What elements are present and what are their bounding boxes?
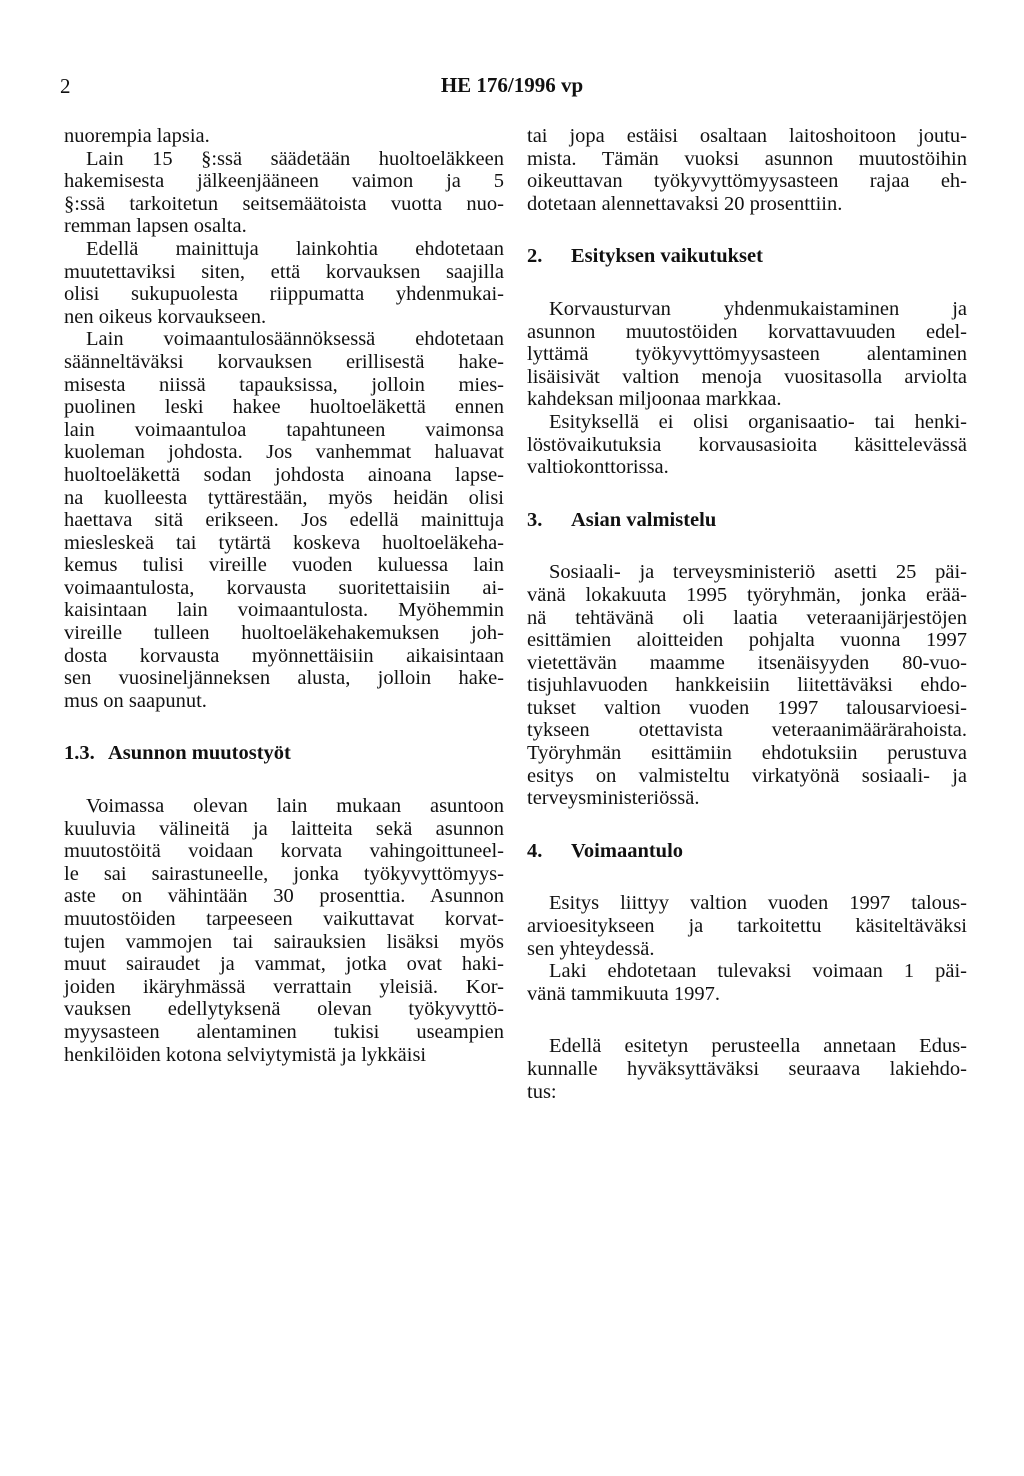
text-line: muut sairaudet ja vammat, jotka ovat haki- [64, 953, 504, 976]
left-column [64, 125, 504, 1066]
text-line: sen yhteydessä. [527, 937, 655, 960]
right-column [527, 125, 967, 1103]
text-line: muutettaviksi siten, että korvauksen saajilla [64, 260, 504, 283]
text-line: miesleskeä tai tytärtä koskeva huoltoeläkeha- [64, 531, 504, 554]
text-line: kahdeksan miljoonaa markkaa. [527, 388, 782, 411]
text-line: tai jopa estäisi osaltaan laitoshoitoon joutu- [527, 125, 967, 147]
text-line: aste on vähintään 30 prosenttia. Asunnon [64, 885, 504, 908]
text-line: na kuolleesta tyttärestään, myös heidän olisi [64, 486, 504, 509]
text-line: Laki ehdotetaan tulevaksi voimaan 1 päi- [549, 960, 967, 983]
text-line: tus: [527, 1080, 557, 1103]
text-line: tykseen otettavista veteraanimäärärahoista. [527, 719, 967, 742]
section-heading [527, 245, 967, 268]
section-number: 3. [527, 508, 543, 531]
text-line: kuuluvia välineitä ja laitteita sekä asunnon [64, 817, 504, 840]
section-title: Voimaantulo [571, 839, 684, 862]
text-line: joiden ikäryhmässä verrattain yleisiä. Kor- [64, 975, 504, 998]
text-line: kuoleman johdosta. Jos vanhemmat haluavat [64, 441, 504, 464]
text-line: voimaantulosta, korvausta suoritettaisiin ai- [64, 576, 504, 599]
text-line: tisjuhlavuoden hankkeisiin liitettäväksi ehdo- [527, 674, 967, 697]
page-number: 2 [60, 74, 71, 98]
text-line: Voimassa olevan lain mukaan asuntoon [86, 795, 504, 818]
paragraph [527, 960, 967, 1005]
paragraph [527, 411, 967, 479]
text-line: oikeuttavan työkyvyttömyysasteen rajaa eh- [527, 170, 967, 193]
section-number: 1.3. [64, 742, 95, 765]
section-heading [527, 840, 967, 863]
paragraph [527, 1035, 967, 1103]
text-line: olisi sukupuolesta riippumatta yhdenmukai- [64, 283, 504, 306]
text-line: Korvausturvan yhdenmukaistaminen ja [549, 297, 967, 320]
text-line: löstövaikutuksia korvausasioita käsittelevässä [527, 433, 967, 456]
text-line: arvioesitykseen ja tarkoitettu käsiteltäväksi [527, 915, 967, 938]
text-line: kaisintaan lain voimaantulosta. Myöhemmin [64, 599, 504, 622]
section-title: Esityksen vaikutukset [571, 245, 763, 268]
text-line: Työryhmän esittämiin ehdotuksiin perustuva [527, 742, 967, 765]
text-line: remman lapsen osalta. [64, 215, 247, 238]
paragraph [64, 125, 504, 148]
section-title: Asunnon muutostyöt [108, 742, 291, 765]
text-line: esitys on valmisteltu virkatyönä sosiaali- ja [527, 764, 967, 787]
text-line: kemus tulisi vireille vuoden kuluessa lain [64, 554, 504, 577]
text-line: misesta niissä tapauksissa, jolloin mies- [64, 373, 504, 396]
text-line: dosta korvausta myönnettäisiin aikaisintaan [64, 644, 504, 667]
text-line: mista. Tämän vuoksi asunnon muutostöihin [527, 147, 967, 170]
text-line: vireille tulleen huoltoeläkehakemuksen joh- [64, 622, 504, 645]
section-number: 2. [527, 245, 543, 268]
text-line: lain voimaantuloa tapahtuneen vaimonsa [64, 418, 504, 441]
text-line: nuorempia lapsia. [64, 125, 210, 147]
text-line: vauksen edellytyksenä olevan työkyvyttö- [64, 998, 504, 1021]
section-heading [64, 742, 504, 765]
text-line: hakemisesta jälkeenjääneen vaimon ja 5 [64, 170, 504, 193]
text-line: sen vuosineljänneksen alusta, jolloin hake- [64, 667, 504, 690]
text-line: tukset valtion vuoden 1997 talousarvioesi- [527, 696, 967, 719]
text-line: muutostöiden tarpeeseen vaikuttavat korvat- [64, 908, 504, 930]
text-line: mus on saapunut. [64, 689, 207, 712]
paragraph [527, 892, 967, 960]
section-heading [527, 509, 967, 532]
paragraph [527, 125, 967, 215]
text-line: säänneltäväksi korvauksen erillisestä hake- [64, 350, 504, 373]
text-line: dotetaan alennettavaksi 20 prosenttiin. [527, 192, 843, 215]
text-line: asunnon muutostöiden korvattavuuden edel- [527, 320, 967, 343]
text-line: terveysministeriössä. [527, 787, 700, 810]
text-line: myysasteen alentaminen tukisi useampien [64, 1020, 504, 1043]
paragraph [527, 561, 967, 810]
text-line: kunnalle hyväksyttäväksi seuraava lakiehdo- [527, 1058, 967, 1080]
text-line: lyttämä työkyvyttömyysasteen alentaminen [527, 343, 967, 366]
text-line: vietettävän maamme itsenäisyyden 80-vuo- [527, 651, 967, 674]
text-line: le sai sairastuneelle, jonka työkyvyttömyys- [64, 862, 504, 885]
document-id-header: HE 176/1996 vp [440, 73, 584, 97]
text-line: §:ssä tarkoitetun seitsemäätoista vuotta nuo- [64, 192, 504, 215]
section-number: 4. [527, 839, 543, 862]
text-line: Esitys liittyy valtion vuoden 1997 talous- [549, 892, 967, 915]
paragraph [64, 328, 504, 712]
text-line: Edellä esitetyn perusteella annetaan Edus- [549, 1035, 967, 1058]
text-line: tujen vammojen tai sairauksien lisäksi myös [64, 930, 504, 953]
text-line: Sosiaali- ja terveysministeriö asetti 25 päi- [549, 561, 967, 584]
section-title: Asian valmistelu [571, 508, 717, 531]
paragraph [64, 795, 504, 1066]
text-line: valtiokonttorissa. [527, 456, 669, 479]
text-line: lisäisivät valtion menoja vuositasolla arviolta [527, 365, 967, 388]
text-line: Lain 15 §:ssä säädetään huoltoeläkkeen [86, 147, 504, 170]
text-line: nä tehtävänä oli laatia veteraanijärjestöjen [527, 606, 967, 629]
text-line: Lain voimaantulosäännöksessä ehdotetaan [86, 328, 504, 351]
text-line: muutostöitä voidaan korvata vahingoittuneel- [64, 840, 504, 863]
paragraph [527, 298, 967, 411]
text-line: huoltoeläkettä sodan johdosta ainoana lapse- [64, 463, 504, 486]
text-line: vänä tammikuuta 1997. [527, 982, 720, 1005]
text-line: esittämien aloitteiden pohjalta vuonna 1997 [527, 629, 967, 652]
text-line: puolinen leski hakee huoltoeläkettä ennen [64, 396, 504, 419]
paragraph [64, 238, 504, 328]
text-line: Esityksellä ei olisi organisaatio- tai henki- [549, 410, 967, 433]
text-line: haettava sitä erikseen. Jos edellä mainittuja [64, 509, 504, 532]
text-line: Edellä mainittuja lainkohtia ehdotetaan [86, 237, 504, 260]
text-line: henkilöiden kotona selviytymistä ja lykkäisi [64, 1043, 427, 1066]
paragraph [64, 148, 504, 238]
text-line: nen oikeus korvaukseen. [64, 305, 267, 328]
text-line: vänä lokakuuta 1995 työryhmän, jonka erää- [527, 583, 967, 606]
